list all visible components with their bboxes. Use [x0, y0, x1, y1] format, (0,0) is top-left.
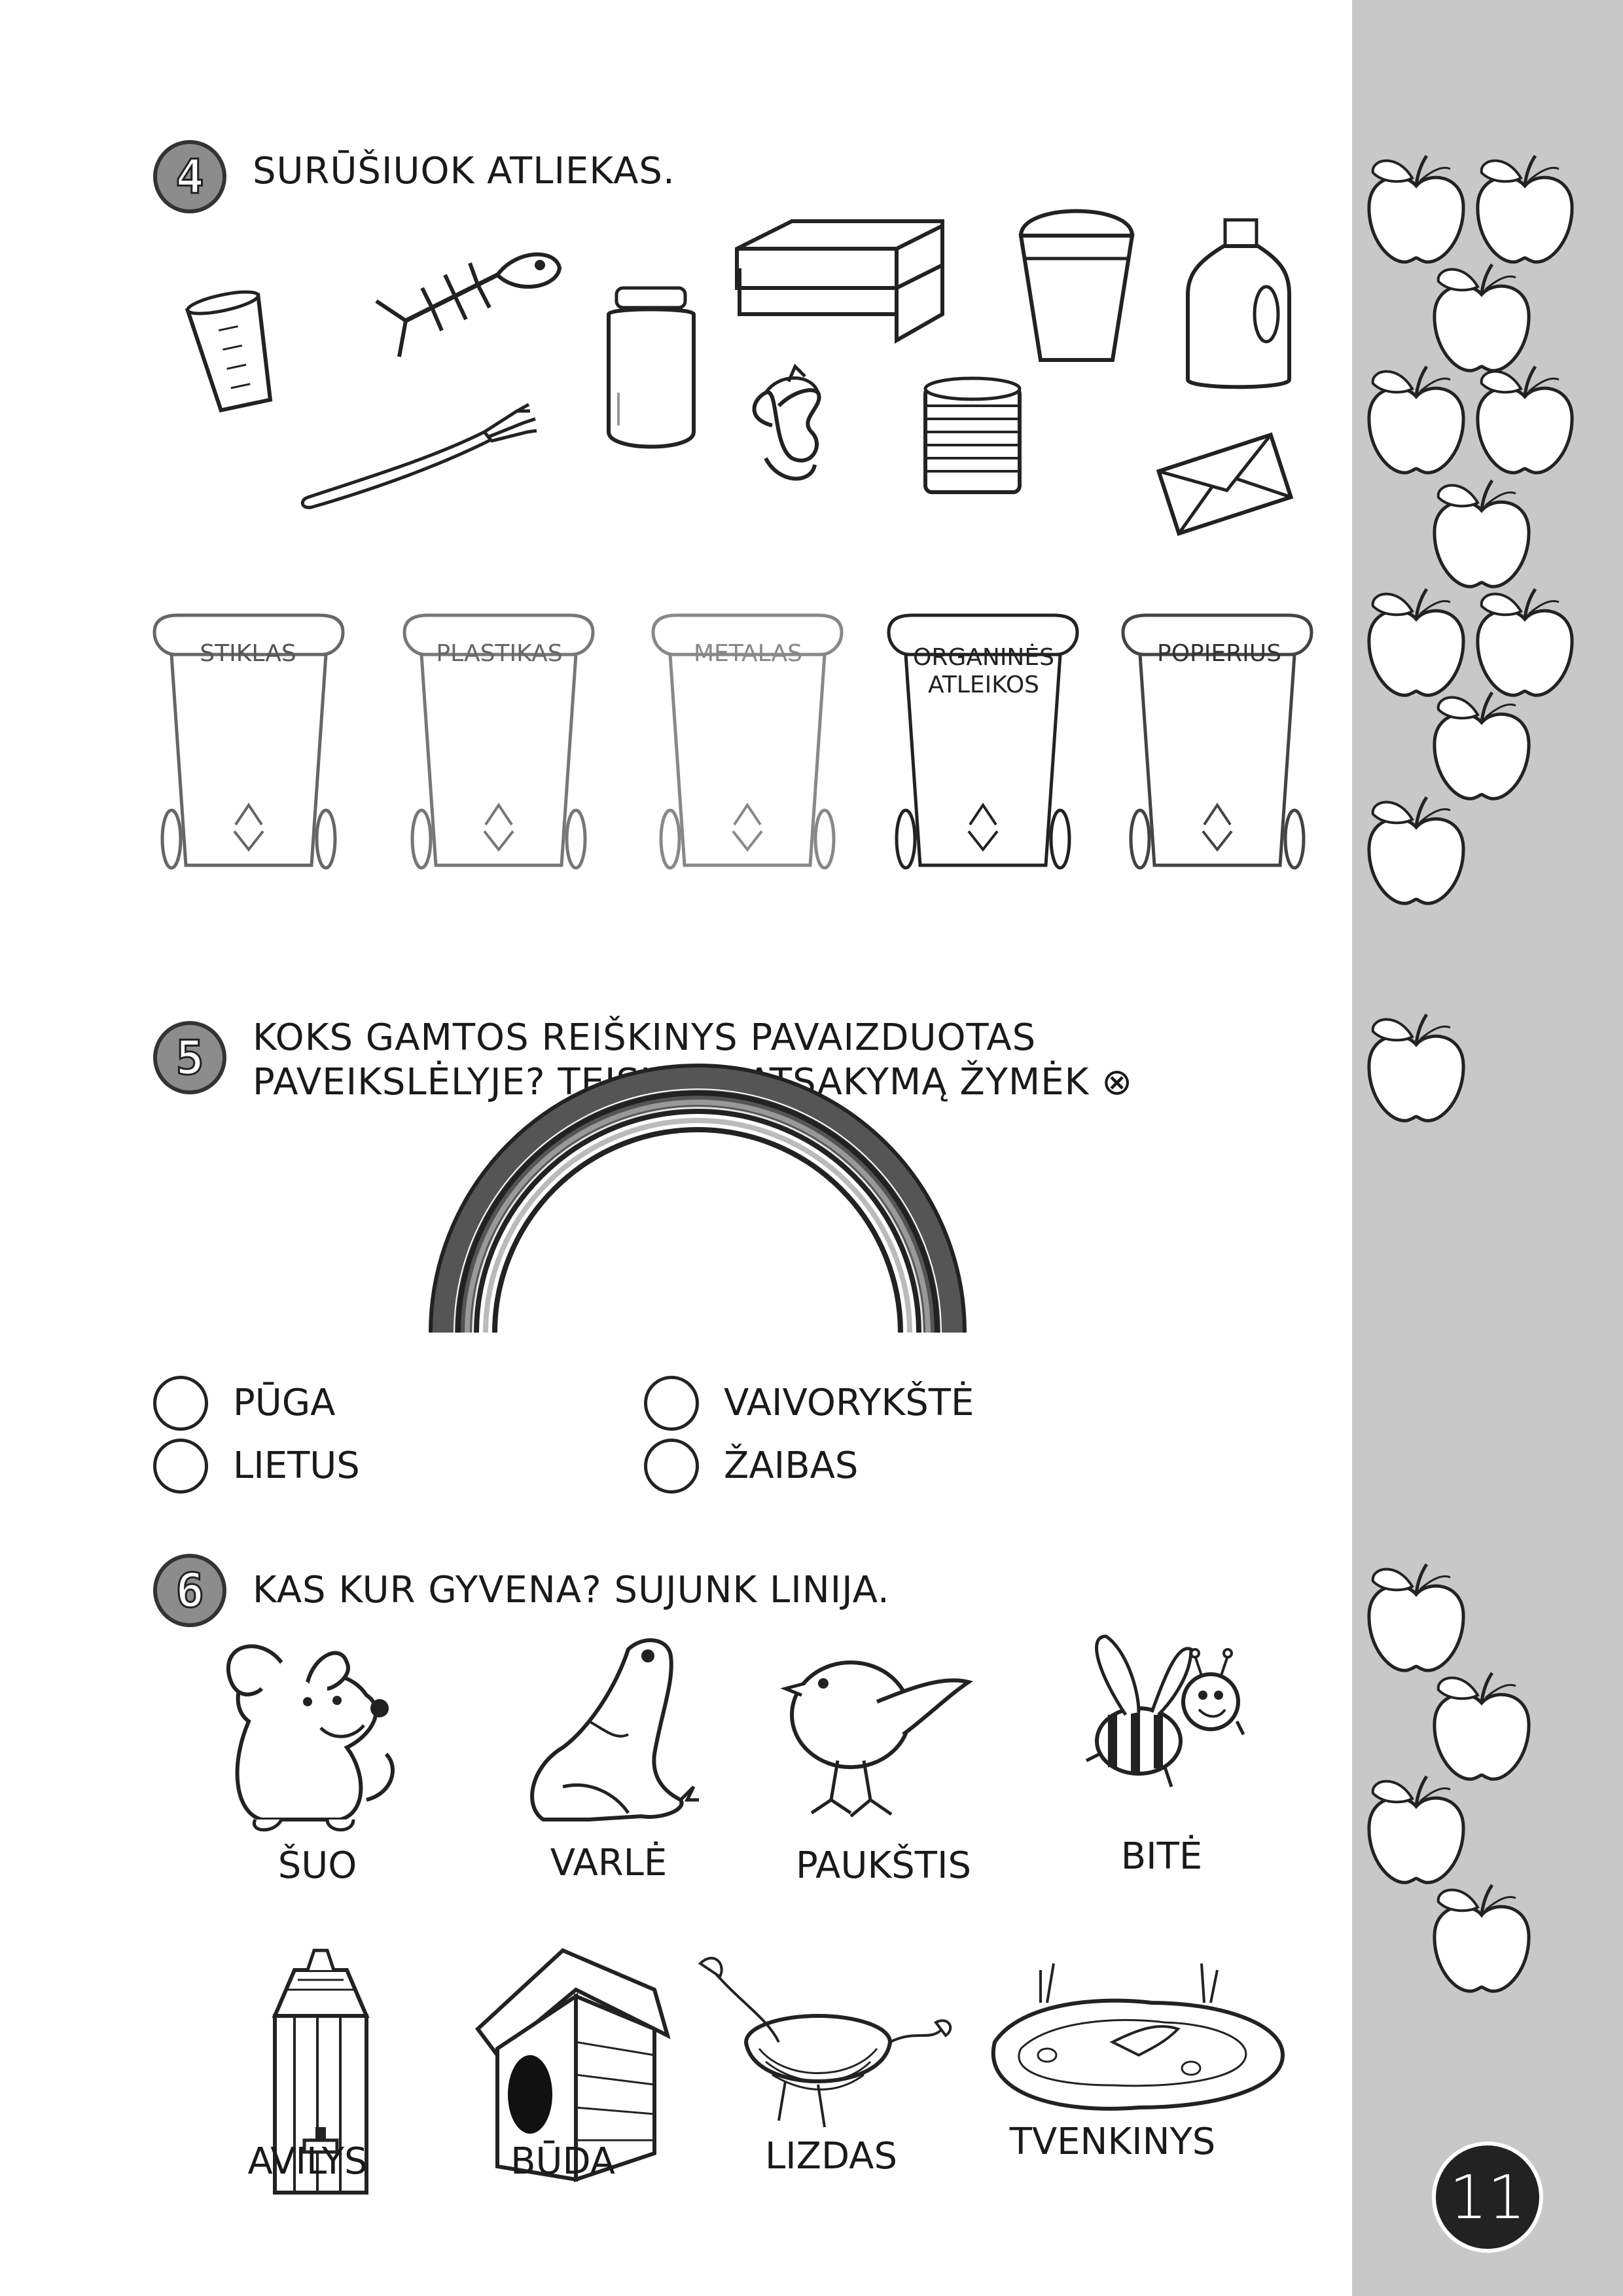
task-title: SURŪŠIUOK ATLIEKAS.: [253, 150, 675, 192]
option-radio-vaivorykste[interactable]: [644, 1376, 699, 1431]
shoe-box-icon[interactable]: [737, 221, 942, 340]
animal-label-bite: BITĖ: [1120, 1835, 1203, 1878]
apple-icon: [1435, 480, 1529, 586]
apple-icon: [1369, 589, 1463, 695]
option-radio-lietus[interactable]: [153, 1439, 208, 1494]
bird-icon[interactable]: [785, 1662, 969, 1816]
apple-core-icon[interactable]: [755, 367, 819, 478]
home-label-avilys: AVILYS: [247, 2140, 368, 2183]
apple-icon: [1435, 1673, 1529, 1779]
option-radio-puga[interactable]: [153, 1376, 208, 1431]
nest-icon[interactable]: [700, 1958, 950, 2127]
apple-icon: [1435, 692, 1529, 798]
fish-bone-icon[interactable]: [376, 255, 560, 357]
home-label-buda: BŪDA: [510, 2140, 615, 2183]
bin-label-organines: ORGANINĖS: [913, 644, 1054, 671]
task-title-line2: PAVEIKSLĖLYJE? TEISINGĄ ATSAKYMĄ ŽYMĖK ⊗: [253, 1061, 1133, 1103]
frog-icon[interactable]: [532, 1640, 699, 1820]
plastic-cup-icon[interactable]: [186, 287, 279, 412]
task-title: KAS KUR GYVENA? SUJUNK LINIJA.: [253, 1569, 890, 1611]
plastic-bottle-icon[interactable]: [1188, 220, 1289, 387]
apple-icon: [1478, 156, 1572, 262]
bin-label-stiklas: STIKLAS: [200, 640, 296, 667]
option-label-vaivorykste: VAIVORYKŠTĖ: [724, 1382, 974, 1424]
bin-label-plastikas: PLASTIKAS: [436, 640, 563, 667]
home-label-lizdas: LIZDAS: [764, 2135, 898, 2178]
apple-icon: [1369, 1014, 1463, 1121]
page-number: 11: [1449, 2162, 1526, 2233]
pond-icon[interactable]: [993, 1964, 1283, 2109]
bee-icon[interactable]: [1086, 1636, 1243, 1787]
apple-icon: [1369, 367, 1463, 473]
task-title-line1: KOKS GAMTOS REIŠKINYS PAVAIZDUOTAS: [253, 1016, 1037, 1059]
apple-icon: [1435, 264, 1529, 370]
fork-icon[interactable]: [302, 404, 537, 507]
task-number: 6: [175, 1563, 204, 1618]
apple-icon: [1369, 1776, 1463, 1882]
bin-label-organines-line2: ATLEIKOS: [927, 672, 1040, 698]
waste-items: [0, 0, 1352, 589]
task-number: 5: [175, 1030, 204, 1085]
apple-icon: [1435, 1885, 1529, 1991]
option-label-zaibas: ŽAIBAS: [724, 1444, 859, 1487]
apple-icon: [1369, 1564, 1463, 1670]
task-number-badge: [153, 1021, 226, 1094]
apple-icon: [1478, 589, 1572, 695]
tin-can-icon[interactable]: [925, 378, 1020, 492]
animal-label-paukstis: PAUKŠTIS: [795, 1844, 972, 1887]
bin-label-metalas: METALAS: [694, 640, 802, 667]
apple-icon: [1369, 797, 1463, 903]
option-label-lietus: LIETUS: [233, 1444, 360, 1487]
envelope-icon[interactable]: [1158, 435, 1291, 533]
task-number-badge: [153, 1554, 226, 1627]
plastic-bucket-icon[interactable]: [1021, 211, 1132, 361]
rainbow-icon: [0, 1113, 1352, 1374]
glass-jar-icon[interactable]: [609, 288, 694, 447]
bin-label-popierius: POPIERIUS: [1157, 640, 1281, 667]
page-number-badge: [1432, 2142, 1543, 2253]
dog-icon[interactable]: [228, 1646, 393, 1829]
animal-label-suo: ŠUO: [277, 1844, 357, 1887]
apple-icon: [1478, 367, 1572, 473]
option-label-puga: PŪGA: [233, 1382, 336, 1424]
task-number: 4: [175, 149, 204, 204]
option-radio-zaibas[interactable]: [644, 1439, 699, 1494]
apple-icon: [1369, 156, 1463, 262]
home-label-tvenkinys: TVENKINYS: [1009, 2121, 1216, 2163]
animal-label-varle: VARLĖ: [550, 1842, 668, 1884]
